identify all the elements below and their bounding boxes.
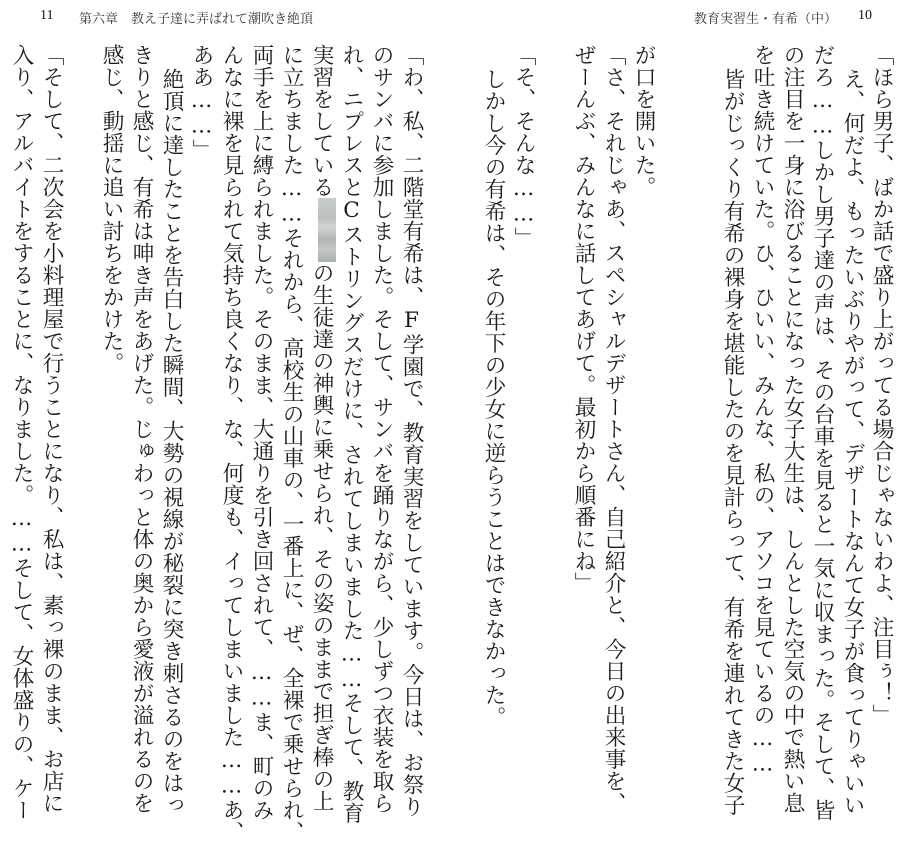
left-running-title: 第六章 教え子達に弄ばれて潮吹き絶頂 xyxy=(79,12,314,27)
text-line: 絶頂に達したことを告白した瞬間、大勢の視線が秘裂に突き刺さるのをはっ xyxy=(159,68,184,816)
text-line: 「ほら男子、ばか話で盛り上がってる場合じゃないわよ、注目ぅ！」 xyxy=(869,44,894,726)
text-column xyxy=(249,44,273,821)
text-line: 皆がじっくり有希の裸身を堪能したのを見計らって、有希を連れてきた女子 xyxy=(720,68,745,816)
text-column xyxy=(39,44,63,814)
text-line: ああ……」 xyxy=(189,44,214,161)
text-line: しかし今の有希は、その年下の少女に逆らうことはできなかった。 xyxy=(481,68,506,728)
text-column xyxy=(750,44,774,777)
text-line: ぜーんぶ、みんなに話してあげて。最初から順番にね」 xyxy=(571,44,596,594)
text-column xyxy=(810,44,834,821)
text-line: 「そして、二次会を小料理屋で行うことになり、私は、素っ裸のまま、お店に xyxy=(39,44,64,814)
text-line: 感じ、動揺に追い討ちをかけた。 xyxy=(99,44,124,374)
text-column xyxy=(339,44,363,824)
text-column xyxy=(219,44,243,843)
text-line: 「わ、私、二階堂有希は、F学園で、教育実習をしています。今日は、お祭り xyxy=(399,44,424,818)
text-line: え、何だよ、もったいぶりやがって、デザートなんて女子が食ってりゃいい xyxy=(840,68,865,816)
censor-mosaic xyxy=(318,198,336,262)
text-column xyxy=(631,44,655,198)
text-column xyxy=(159,44,183,816)
text-line: に立ちました……それから、高校生の山車の、一番上に、ぜ、全裸で乗せられ、 xyxy=(279,44,304,843)
text-column xyxy=(99,44,123,374)
text-line: を吐き続けていた。ひ、ひいい、みんな、私の、アソコを見ているの…… xyxy=(750,44,775,777)
text-column xyxy=(309,44,336,812)
text-column xyxy=(189,44,213,161)
text-line: んなに裸を見られて気持ち良くなり、な、何度も、イってしまいました……あ、 xyxy=(219,44,244,843)
text-column xyxy=(571,44,595,594)
text-line: だろ……しかし男子達の声は、その台車を見ると一気に収まった。そして、皆 xyxy=(810,44,835,821)
text-line: きりと感じ、有希は呻き声をあげた。じゅわっと体の奥から愛液が溢れるのを xyxy=(129,44,154,814)
text-column xyxy=(840,44,864,816)
text-column xyxy=(279,44,303,843)
text-line: の生徒達の神輿に乗せられ、その姿のままで担ぎ棒の上 xyxy=(309,262,334,812)
text-line: の注目を一身に浴びることになった女子大生は、しんとした空気の中で熱い息 xyxy=(780,44,805,814)
left-page-number: 11 xyxy=(40,8,54,23)
text-line: のサンバに参加しました。そして、サンバを踊りながら、少しずつ衣装を取ら xyxy=(369,44,394,814)
text-column xyxy=(129,44,153,814)
text-line: 実習をしている xyxy=(309,44,334,198)
text-column xyxy=(481,44,505,728)
text-column xyxy=(399,44,423,817)
text-line: 両手を上に縛られました。そのまま、大通りを引き回されて、……ま、町のみ xyxy=(249,44,274,821)
text-column xyxy=(601,44,625,814)
text-line: 「さ、それじゃあ、スペシャルデザートさん、自己紹介と、今日の出来事を、 xyxy=(601,44,626,814)
text-line: 入り、アルバイトをすることに、なりました。……そして、女体盛りの、ケー xyxy=(9,44,34,821)
text-column xyxy=(369,44,393,814)
text-line: れ、ニプレスとCストリングスだけに、されてしまいました……そして、教育 xyxy=(339,44,364,825)
text-column xyxy=(780,44,804,814)
text-column xyxy=(720,44,744,816)
text-column xyxy=(9,44,33,821)
text-line: 「そ、そんな……」 xyxy=(511,44,536,249)
text-column xyxy=(511,44,535,249)
text-line: が口を開いた。 xyxy=(631,44,656,198)
right-running-title: 教育実習生・有希（中） xyxy=(694,12,838,27)
right-page-number: 10 xyxy=(858,8,872,23)
text-column xyxy=(869,44,893,726)
